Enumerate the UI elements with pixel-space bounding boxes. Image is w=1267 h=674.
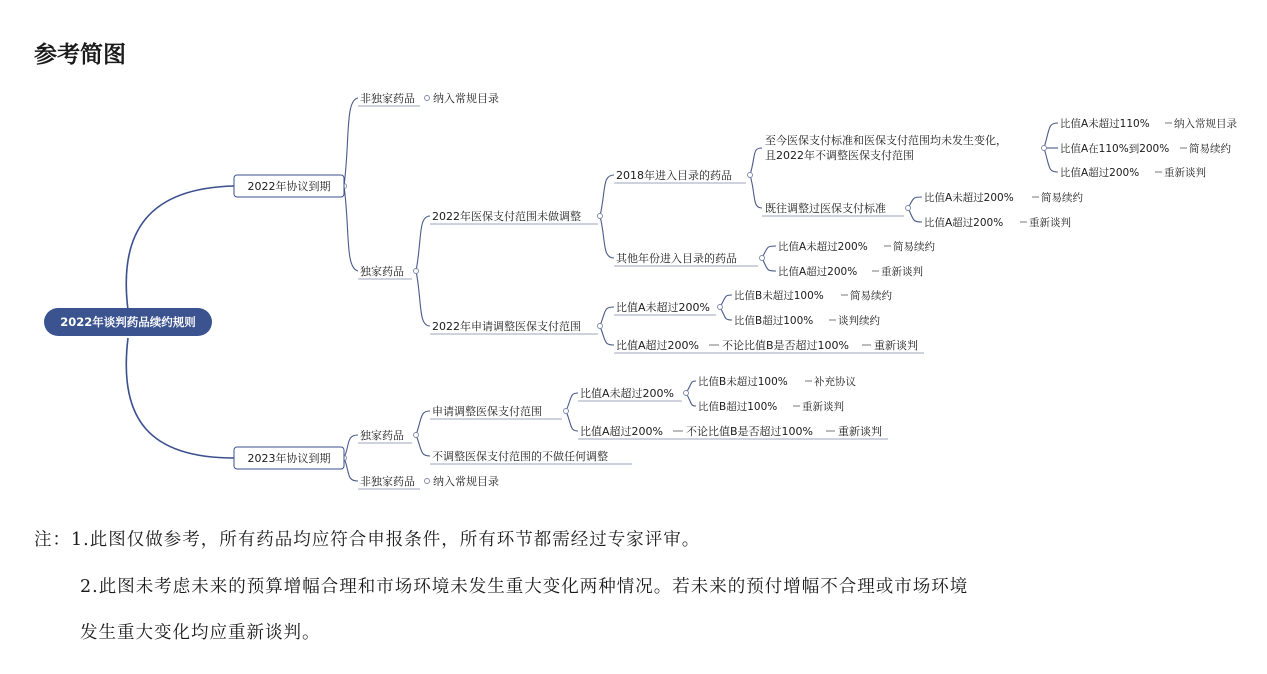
note-line-1: 注：1.此图仅做参考，所有药品均应符合申报条件，所有环节都需经过专家评审。: [34, 530, 701, 550]
link-23excl-noadj: [416, 435, 430, 456]
n22-appb-le100: 比值B未超过100%: [734, 290, 824, 302]
root-node-label: 2022年谈判药品续约规则: [60, 315, 196, 329]
n22-adj-le200-result: 简易续约: [1041, 192, 1083, 204]
n23-a-gt200-result: 重新谈判: [838, 425, 882, 438]
n23-noadj: 不调整医保支付范围的不做任何调整: [432, 450, 608, 463]
n22-a110200-result: 简易续约: [1189, 143, 1231, 155]
n23-a-le200: 比值A未超过200%: [580, 387, 674, 400]
link-23app-le200: [566, 393, 578, 411]
n22-a200-result: 重新谈判: [1164, 167, 1206, 179]
link-excl-unchanged: [416, 216, 430, 271]
n22-nonexcl: 非独家药品: [360, 92, 415, 105]
n22-oth-le200: 比值A未超过200%: [778, 241, 868, 253]
link-2018-adjusted: [750, 175, 762, 208]
link-23app-gt200: [566, 411, 578, 431]
n22-app-gt200: 比值A超过200%: [616, 339, 699, 352]
n23-a-gt200-mid: 不论比值B是否超过100%: [686, 425, 813, 438]
n22-a110: 比值A未超过110%: [1060, 118, 1150, 130]
link-adj-gt200: [908, 208, 922, 222]
n23-nonexcl: 非独家药品: [360, 475, 415, 488]
link-unch-2018: [600, 175, 614, 216]
n23-nonexcl-result: 纳入常规目录: [433, 475, 499, 488]
link-23excl-apply: [416, 411, 430, 435]
link-unch-other: [600, 216, 614, 258]
n23-excl: 独家药品: [360, 429, 404, 442]
n22-appb-le100-result: 简易续约: [850, 290, 892, 302]
link-2023-nonexcl: [344, 458, 358, 481]
n22-app-le200: 比值A未超过200%: [616, 301, 710, 314]
note-line-3: 发生重大变化均应重新谈判。: [80, 623, 321, 643]
n23-b-gt100-result: 重新谈判: [802, 401, 844, 413]
link-2022-excl: [344, 186, 358, 271]
n22-oth-le200-result: 简易续约: [893, 241, 935, 253]
link-app-le200: [600, 307, 614, 326]
n23-b-le100-result: 补充协议: [814, 376, 856, 388]
link-2023-excl: [344, 435, 358, 458]
n22-oth-gt200-result: 重新谈判: [881, 266, 923, 278]
link-nochange-a200: [1044, 148, 1058, 172]
n23-apply: 申请调整医保支付范围: [432, 405, 542, 418]
year-2022-label: 2022年协议到期: [247, 180, 331, 193]
link-nochange-a110: [1044, 123, 1058, 148]
link-excl-apply: [416, 271, 430, 326]
n22-adjusted: 既往调整过医保支付标准: [765, 202, 886, 215]
year-2023-label: 2023年协议到期: [247, 452, 331, 465]
n22-a110200: 比值A在110%到200%: [1060, 143, 1170, 155]
n22-app-gt200-result: 重新谈判: [874, 339, 918, 352]
n22-nochange-1: 至今医保支付标准和医保支付范围均未发生变化，: [765, 134, 1007, 147]
n22-nochange-2: 且2022年不调整医保支付范围: [765, 149, 914, 162]
n22-apply: 2022年申请调整医保支付范围: [432, 320, 581, 333]
n23-a-gt200: 比值A超过200%: [580, 425, 663, 438]
link-2022-nonexcl: [344, 98, 358, 186]
page-title: 参考简图: [34, 42, 126, 68]
n23-b-gt100: 比值B超过100%: [698, 401, 778, 413]
n23-b-le100: 比值B未超过100%: [698, 376, 788, 388]
n22-2018: 2018年进入目录的药品: [616, 169, 732, 182]
n22-appb-gt100: 比值B超过100%: [734, 315, 814, 327]
n22-a110-result: 纳入常规目录: [1174, 118, 1237, 130]
n22-adj-le200: 比值A未超过200%: [924, 192, 1014, 204]
n22-excl: 独家药品: [360, 265, 404, 278]
n22-app-gt200-mid: 不论比值B是否超过100%: [722, 339, 849, 352]
n22-nonexcl-result: 纳入常规目录: [433, 92, 499, 105]
link-2018-nochange: [750, 148, 762, 175]
link-root-2023: [126, 338, 234, 458]
n22-a200: 比值A超过200%: [1060, 167, 1140, 179]
n22-appb-gt100-result: 谈判续约: [838, 315, 880, 327]
link-app-gt200: [600, 326, 614, 345]
n22-unchanged: 2022年医保支付范围未做调整: [432, 210, 581, 223]
n22-oth-gt200: 比值A超过200%: [778, 266, 858, 278]
n22-adj-gt200-result: 重新谈判: [1029, 217, 1071, 229]
note-line-2: 2.此图未考虑未来的预算增幅合理和市场环境未发生重大变化两种情况。若未来的预付增幅不合理或市场环境: [80, 577, 969, 597]
n22-other: 其他年份进入目录的药品: [616, 252, 737, 265]
link-root-2022: [126, 186, 234, 310]
n22-adj-gt200: 比值A超过200%: [924, 217, 1004, 229]
